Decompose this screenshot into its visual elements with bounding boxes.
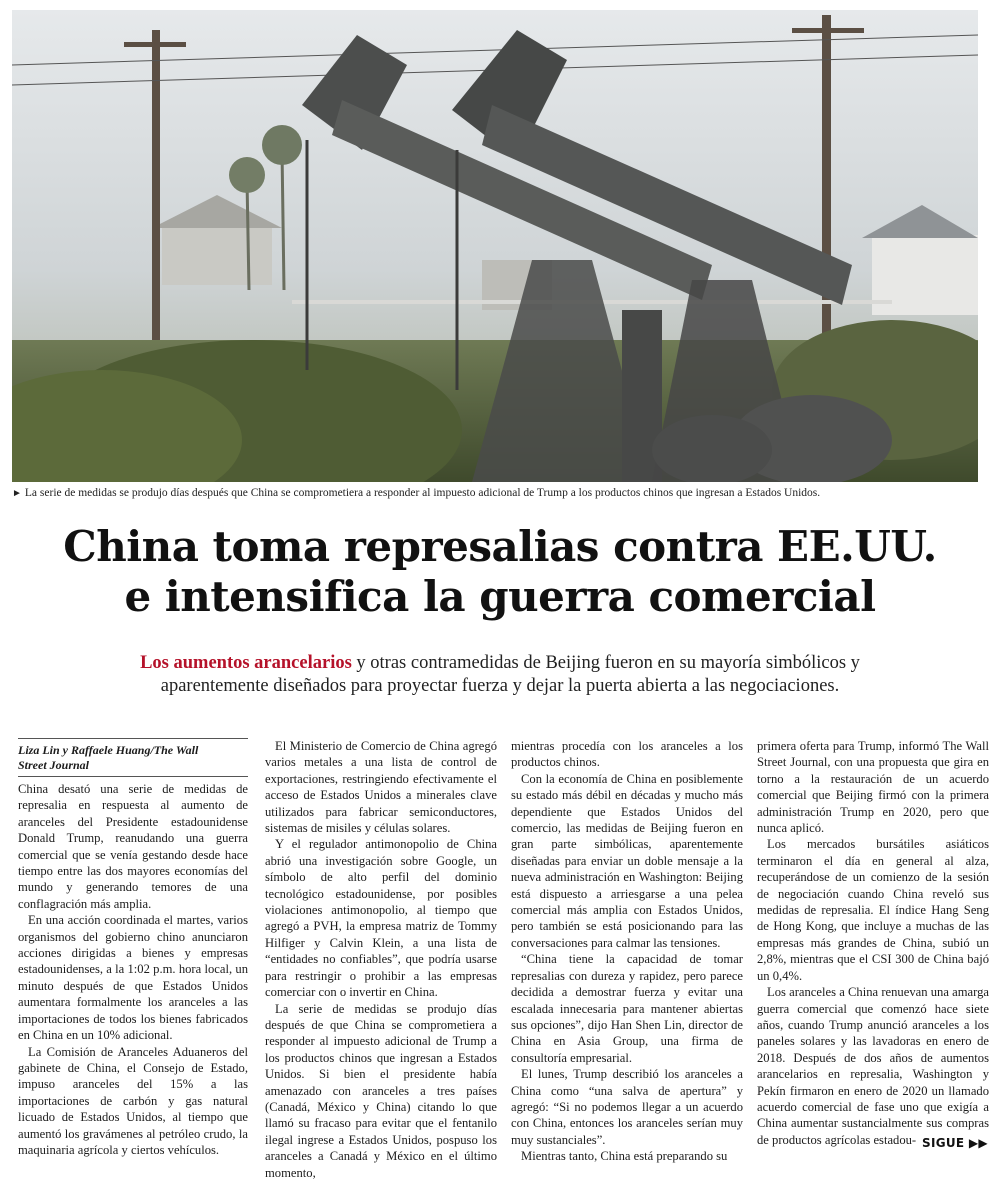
pumpjack-photo-illustration bbox=[12, 10, 978, 482]
article-column-2 bbox=[265, 738, 497, 1181]
headline-line-1: China toma represalias contra EE.UU. bbox=[63, 522, 937, 571]
paragraph: Mientras tanto, China está preparando su bbox=[521, 1149, 728, 1164]
photo-caption bbox=[12, 487, 978, 499]
byline-line-2: Street Journal bbox=[18, 758, 90, 772]
byline bbox=[18, 743, 248, 777]
paragraph: China desató una serie de medidas de represalia en respuesta al aumento de aranceles del Presidente estadounidense Donald Trump, reanudando una guerra comercial que se venía gestando desde hace tiempo entre las dos mayores economías del mundo y generando temores de una conflagración más amplia. bbox=[18, 782, 248, 911]
article-column-4 bbox=[757, 738, 989, 1148]
paragraph: Los mercados bursátiles asiáticos terminaron el día en general al alza, recuperándose de un comienzo de la sesión de negociación cuando China reveló sus medidas de represalia. El índice Hang Seng de Hong Kong, que incluye a muchas de las empresas más grandes de China, subió un 2,8%, mientras que el CSI 300 de China bajó un 0,4%. bbox=[757, 837, 989, 983]
deck-line-2: aparentemente diseñados para proyectar fuerza y dejar la puerta abierta a las negociaciones. bbox=[160, 676, 840, 696]
paragraph: En una acción coordinada el martes, varios organismos del gobierno chino anunciaron acciones dirigidas a bienes y empresas estadounidenses, a la 1:02 p.m. hora local, un minuto después de que Estados Unidos aumentara formalmente los aranceles a las importaciones de todos los bienes fabricados en China en un 10% adicional. bbox=[18, 913, 248, 1043]
caption-triangle-icon: ► bbox=[12, 488, 22, 499]
byline-top-rule bbox=[18, 738, 248, 739]
paragraph: Con la economía de China en posiblemente su estado más débil en décadas y mucho más dependiente que Estados Unidos del comercio, las medidas de Beijing fueron en gran parte simbólicas, aparentemente diseñadas para enviar un doble mensaje a la nueva administración en Washington: Beijing está dispuesto a arriesgarse a una pelea comercial más amplia con Estados Unidos, pero también se está posicionando para las conversaciones para calmar las tensiones. bbox=[511, 771, 743, 950]
paragraph: primera oferta para Trump, informó The Wall Street Journal, con una propuesta que gira en torno a la restauración de un acuerdo comercial que Beijing firmó con la primera administración Trump en 2020, pero que nunca aplicó. bbox=[757, 739, 989, 836]
paragraph: Los aranceles a China renuevan una amarga guerra comercial que comenzó hace siete años, cuando Trump anunció aranceles a los paneles solares y las lavadoras en enero de 2018. Después de dos años de aumentos arancelarios en represalia, Washington y Pekín firmaron en enero de 2020 un llamado acuerdo comercial de fase uno que exigía a China aumentar sustancialmente sus compras de productos agrícolas estadou- bbox=[757, 985, 989, 1147]
paragraph: Y el regulador antimonopolio de China abrió una investigación sobre Google, un símbolo de alto perfil del dominio tecnológico estadounidense, por posibles violaciones antimonopolio, al tiempo que agregó a PVH, la empresa matriz de Tommy Hilfiger y Calvin Klein, a una lista de “entidades no confiables”, que podría usarse para restringir o prohibir a las empresas comerciar con o invertir en China. bbox=[265, 837, 497, 1000]
lead-photo bbox=[12, 10, 978, 482]
photo-caption-text: La serie de medidas se produjo días después que China se comprometiera a responder al impuesto adicional de Trump a los productos chinos que ingresan a Estados Unidos. bbox=[24, 487, 821, 499]
paragraph: El Ministerio de Comercio de China agregó varios metales a una lista de control de exportaciones, restringiendo efectivamente el acceso de Estados Unidos a minerales clave utilizados para fabricar semiconductores, sistemas de misiles y células solares. bbox=[265, 739, 497, 836]
paragraph: La Comisión de Aranceles Aduaneros del gabinete de China, el Consejo de Estado, impuso aranceles del 15% a las importaciones de carbón y gas natural licuado de Estados Unidos, al tiempo que aumentó los gravámenes al petróleo crudo, la maquinaria agrícola y ciertos vehículos. bbox=[18, 1044, 248, 1157]
byline-line-1: Liza Lin y Raffaele Huang/The Wall bbox=[18, 743, 199, 757]
paragraph: mientras procedía con los aranceles a los productos chinos. bbox=[511, 739, 743, 770]
article-headline bbox=[0, 522, 1000, 622]
headline-line-2: e intensifica la guerra comercial bbox=[124, 572, 876, 621]
continue-link[interactable]: SIGUE ▶▶ bbox=[922, 1136, 988, 1150]
article-column-3 bbox=[511, 738, 743, 1165]
article-deck bbox=[60, 652, 940, 698]
paragraph: La serie de medidas se produjo días después de que China se comprometiera a responder al impuesto adicional de Trump a los productos chinos que ingresan a Estados Unidos. Si bien el presidente había amenazado con aranceles a tres países (Canadá, México y China) citando lo que llamó su fracaso para evitar que el fentanilo ilegal ingrese a Estados Unidos, pospuso los aranceles a Canadá y México en el último momento, bbox=[265, 1001, 497, 1180]
article-column-1 bbox=[18, 738, 248, 1158]
deck-line-1: y otras contramedidas de Beijing fueron en su mayoría simbólicos y bbox=[351, 653, 860, 673]
deck-highlight: Los aumentos arancelarios bbox=[140, 653, 352, 673]
paragraph: El lunes, Trump describió los aranceles a China como “una salva de apertura” y agregó: “Si no podemos llegar a un acuerdo con China, entonces los aranceles serían muy muy sustanciales”. bbox=[511, 1067, 743, 1147]
paragraph: “China tiene la capacidad de tomar represalias con dureza y rapidez, pero parece decidida a demostrar fuerza y evitar una escalada innecesaria para mantener abiertas sus opciones”, dijo Han Shen Lin, director de China en Asia Group, una firma de consultoría empresarial. bbox=[511, 952, 743, 1065]
